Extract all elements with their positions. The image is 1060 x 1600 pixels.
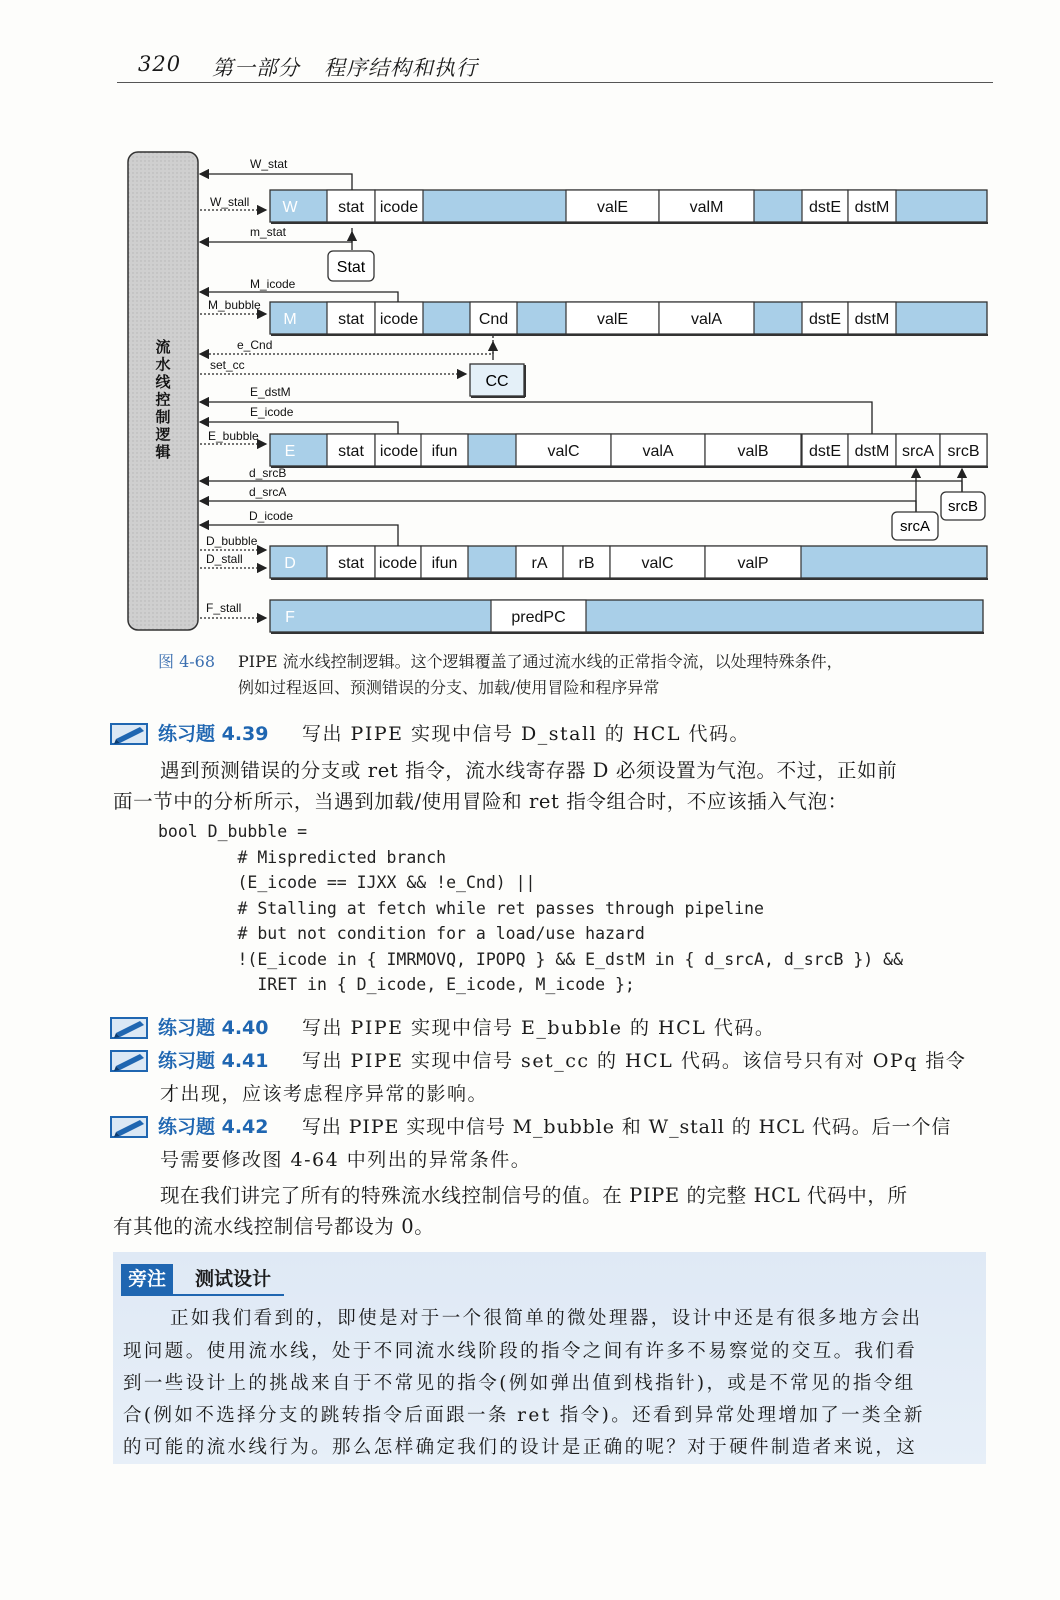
code-line-1: bool D_bubble = bbox=[158, 822, 308, 841]
stage-w bbox=[270, 190, 988, 223]
stage-f bbox=[270, 600, 984, 633]
stage-m-field-label: valA bbox=[690, 311, 723, 328]
stage-e-field-label: srcA bbox=[902, 443, 934, 460]
signal-m-bubble: M_bubble bbox=[208, 298, 261, 312]
signal-d-srca: d_srcA bbox=[249, 485, 287, 499]
stage-w-field-label: dstE bbox=[808, 199, 842, 216]
exercise-pencil-icon bbox=[110, 1015, 150, 1041]
paragraph-1-line1: 遇到预测错误的分支或 ret 指令，流水线寄存器 D 必须设置为气泡。不过，正如前 bbox=[160, 759, 898, 782]
part-title: 程序结构和执行 bbox=[324, 56, 478, 80]
exercise-4-40-text: 写出 PIPE 实现中信号 E_bubble 的 HCL 代码。 bbox=[302, 1017, 776, 1039]
control-logic-char: 逻 bbox=[155, 426, 171, 444]
stage-e-field-label: srcB bbox=[947, 443, 980, 460]
control-logic-char: 水 bbox=[155, 356, 171, 374]
paragraph-1-line2: 面一节中的分析所示，当遇到加载/使用冒险和 ret 指令组合时，不应该插入气泡： bbox=[113, 790, 848, 813]
stage-d bbox=[270, 546, 988, 579]
stage-w-field-label: icode bbox=[379, 199, 419, 216]
control-logic-char: 控 bbox=[155, 391, 171, 409]
exercise-4-39-text: 写出 PIPE 实现中信号 D_stall 的 HCL 代码。 bbox=[302, 723, 751, 745]
stage-w-field-label: stat bbox=[338, 199, 364, 216]
control-logic-label bbox=[154, 338, 171, 461]
exercise-pencil-icon bbox=[110, 1048, 150, 1074]
figure-caption-line2: 例如过程返回、预测错误的分支、加载/使用冒险和程序异常 bbox=[238, 678, 660, 697]
stage-f-register bbox=[270, 600, 983, 632]
stage-w-field-label: valE bbox=[596, 199, 629, 216]
exercise-4-42-text: 写出 PIPE 实现中信号 M_bubble 和 W_stall 的 HCL 代码。后一个信 bbox=[302, 1116, 952, 1138]
stage-m-field-label: stat bbox=[338, 311, 364, 328]
signal-f-stall: F_stall bbox=[206, 601, 242, 615]
stage-d-field-label: valP bbox=[737, 555, 769, 572]
stage-m-field-label: icode bbox=[379, 311, 419, 328]
signal-d-icode: D_icode bbox=[249, 509, 294, 523]
signal-e-icode: E_icode bbox=[250, 405, 294, 419]
stage-e-field-label: ifun bbox=[431, 443, 458, 460]
stage-e-field-label: dstE bbox=[808, 443, 842, 460]
signal-d-bubble: D_bubble bbox=[206, 534, 258, 548]
stage-e-field-label: valA bbox=[642, 443, 674, 460]
aside-title-underline bbox=[121, 1294, 284, 1296]
control-logic-char: 辑 bbox=[155, 444, 171, 461]
stage-d-field-label: stat bbox=[338, 555, 364, 572]
figure-caption-line1: PIPE 流水线控制逻辑。这个逻辑覆盖了通过流水线的正常指令流，以处理特殊条件， bbox=[238, 652, 843, 671]
exercise-4-42-text-2: 号需要修改图 4-64 中列出的异常条件。 bbox=[160, 1149, 532, 1171]
signal-e-cnd: e_Cnd bbox=[237, 338, 273, 352]
srca-box-label: srcA bbox=[900, 518, 930, 535]
stage-e-field-label: valB bbox=[737, 443, 769, 460]
stage-m-name: M bbox=[283, 311, 297, 328]
aside-line-2: 现问题。使用流水线，处于不同流水线阶段的指令之间有许多不易察觉的交互。我们看 bbox=[123, 1341, 918, 1362]
cc-box-label: CC bbox=[485, 373, 509, 390]
signal-e-dstm: E_dstM bbox=[250, 385, 291, 399]
exercise-4-41-text: 写出 PIPE 实现中信号 set_cc 的 HCL 代码。该信号只有对 OPq 指令 bbox=[302, 1050, 967, 1072]
stage-d-field-label: rB bbox=[578, 555, 595, 572]
part-label: 第一部分 bbox=[212, 56, 300, 80]
stage-e-field-label: stat bbox=[338, 443, 364, 460]
code-line-5: # but not condition for a load/use hazard bbox=[158, 924, 645, 943]
exercise-4-41-title: 练习题 4.41 bbox=[158, 1050, 269, 1072]
paragraph-2-line1: 现在我们讲完了所有的特殊流水线控制信号的值。在 PIPE 的完整 HCL 代码中，所 bbox=[160, 1184, 908, 1207]
signal-e-bubble: E_bubble bbox=[208, 429, 259, 443]
stage-d-field-label: rA bbox=[531, 555, 548, 572]
aside-tag: 旁注 bbox=[121, 1264, 173, 1294]
code-line-7: IRET in { D_icode, E_icode, M_icode }; bbox=[158, 975, 635, 994]
stage-m-field-label: Cnd bbox=[478, 311, 509, 328]
exercise-4-42-title: 练习题 4.42 bbox=[158, 1116, 269, 1138]
pipeline-control-figure bbox=[0, 0, 1060, 650]
code-line-2: # Mispredicted branch bbox=[158, 848, 447, 867]
signal-d-srcb: d_srcB bbox=[249, 466, 287, 480]
stage-m-field-label: dstE bbox=[808, 311, 842, 328]
stage-w-name: W bbox=[282, 199, 298, 216]
stage-e-field-label: valC bbox=[547, 443, 580, 460]
stage-d-field-label: ifun bbox=[431, 555, 458, 572]
code-line-3: (E_icode == IJXX && !e_Cnd) || bbox=[158, 873, 536, 892]
control-logic-char: 线 bbox=[155, 374, 171, 391]
aside-title: 测试设计 bbox=[195, 1268, 272, 1290]
paragraph-2-line2: 有其他的流水线控制信号都设为 0。 bbox=[113, 1215, 435, 1238]
srcb-box-label: srcB bbox=[948, 498, 978, 515]
stage-f-name: F bbox=[285, 609, 295, 626]
exercise-4-41-text-2: 才出现，应该考虑程序异常的影响。 bbox=[160, 1083, 489, 1105]
signal-w-stat: W_stat bbox=[250, 157, 288, 171]
exercise-pencil-icon bbox=[110, 721, 150, 747]
control-logic-char: 制 bbox=[155, 409, 171, 426]
stage-f-field-label: predPC bbox=[511, 609, 566, 626]
control-logic-char: 流 bbox=[155, 339, 171, 356]
exercise-4-40-title: 练习题 4.40 bbox=[158, 1017, 269, 1039]
page-number: 320 bbox=[138, 52, 182, 76]
code-line-4: # Stalling at fetch while ret passes through pipeline bbox=[158, 899, 764, 918]
figure-caption-label: 图 4-68 bbox=[158, 652, 216, 671]
stage-e-field-label: dstM bbox=[854, 443, 890, 460]
stage-m bbox=[270, 302, 988, 335]
signal-d-stall: D_stall bbox=[206, 552, 243, 566]
stage-d-field-label: icode bbox=[378, 555, 418, 572]
stage-w-field-label: valM bbox=[689, 199, 724, 216]
aside-line-4: 合(例如不选择分支的跳转指令后面跟一条 ret 指令)。还看到异常处理增加了一类全新 bbox=[123, 1405, 925, 1426]
exercise-4-39-title: 练习题 4.39 bbox=[158, 723, 269, 745]
aside-line-5: 的可能的流水线行为。那么怎样确定我们的设计是正确的呢？对于硬件制造者来说，这 bbox=[123, 1437, 918, 1458]
stage-d-name: D bbox=[284, 555, 296, 572]
stage-w-field-label: dstM bbox=[854, 199, 890, 216]
stage-d-field-label: valC bbox=[641, 555, 674, 572]
exercise-pencil-icon bbox=[110, 1114, 150, 1140]
aside-line-1: 正如我们看到的，即使是对于一个很简单的微处理器，设计中还是有很多地方会出 bbox=[170, 1308, 923, 1329]
signal-w-stall: W_stall bbox=[210, 195, 250, 209]
stage-m-field-label: dstM bbox=[854, 311, 890, 328]
aside-line-3: 到一些设计上的挑战来自于不常见的指令(例如弹出值到栈指针)，或是不常见的指令组 bbox=[123, 1373, 916, 1394]
stage-e-name: E bbox=[284, 443, 296, 460]
stage-e-field-label: icode bbox=[379, 443, 419, 460]
stage-e bbox=[270, 434, 988, 467]
stage-m-field-label: valE bbox=[596, 311, 629, 328]
stat-box-label: Stat bbox=[336, 259, 366, 276]
signal-set-cc: set_cc bbox=[210, 358, 245, 372]
code-line-6: !(E_icode in { IMRMOVQ, IPOPQ } && E_dstM in { d_srcA, d_srcB }) && bbox=[158, 950, 904, 969]
signal-m-stat: m_stat bbox=[250, 225, 287, 239]
signal-m-icode: M_icode bbox=[250, 277, 296, 291]
